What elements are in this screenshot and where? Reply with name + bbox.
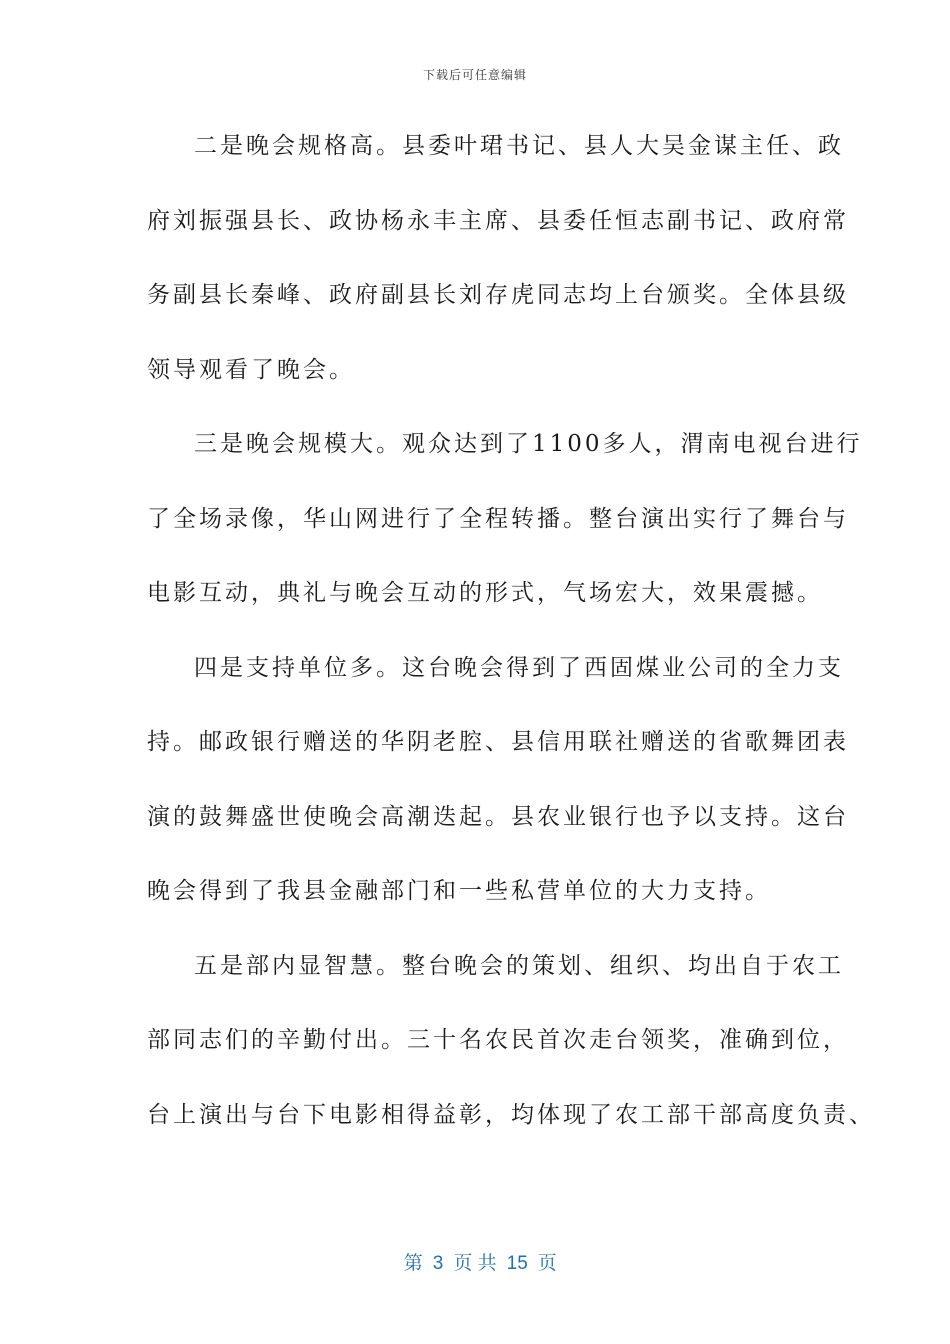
paragraph-line: 四是支持单位多。这台晚会得到了西固煤业公司的全力支 bbox=[194, 654, 844, 681]
paragraph-line: 电影互动，典礼与晚会互动的形式，气场宏大，效果震撼。 bbox=[147, 580, 823, 606]
paragraph-line: 台上演出与台下电影相得益彰，均体现了农工部干部高度负责、 bbox=[147, 1101, 875, 1128]
paragraph-line: 三是晚会规模大。观众达到了1100多人，渭南电视台进行 bbox=[194, 431, 863, 457]
footer-prefix: 第 bbox=[403, 1253, 423, 1274]
paragraph-line: 领导观看了晚会。 bbox=[147, 356, 355, 383]
document-body bbox=[147, 118, 875, 1161]
footer-suffix: 页 bbox=[537, 1253, 557, 1274]
page-footer bbox=[0, 1226, 950, 1275]
total-pages-number: 15 bbox=[506, 1253, 528, 1274]
paragraph-line: 二是晚会规格高。县委叶珺书记、县人大吴金谋主任、政 bbox=[194, 133, 844, 159]
paragraph-line: 了全场录像，华山网进行了全程转播。整台演出实行了舞台与 bbox=[147, 505, 849, 532]
paragraph-line: 五是部内显智慧。整台晚会的策划、组织、均出自于农工 bbox=[194, 952, 844, 979]
paragraph-line: 晚会得到了我县金融部门和一些私营单位的大力支持。 bbox=[147, 878, 771, 904]
paragraph-line: 持。邮政银行赠送的华阴老腔、县信用联社赠送的省歌舞团表 bbox=[147, 729, 849, 755]
paragraph-line: 务副县长秦峰、政府副县长刘存虎同志均上台颁奖。全体县级 bbox=[147, 282, 849, 308]
page-header: 下载后可任意编辑 bbox=[422, 68, 527, 82]
paragraph-line: 部同志们的辛勤付出。三十名农民首次走台领奖，准确到位， bbox=[147, 1027, 849, 1053]
footer-middle: 页 共 bbox=[453, 1253, 497, 1274]
paragraph-line: 府刘振强县长、政协杨永丰主席、县委任恒志副书记、政府常 bbox=[147, 207, 849, 234]
current-page-number: 3 bbox=[432, 1253, 444, 1274]
paragraph-line: 演的鼓舞盛世使晚会高潮迭起。县农业银行也予以支持。这台 bbox=[147, 803, 849, 830]
